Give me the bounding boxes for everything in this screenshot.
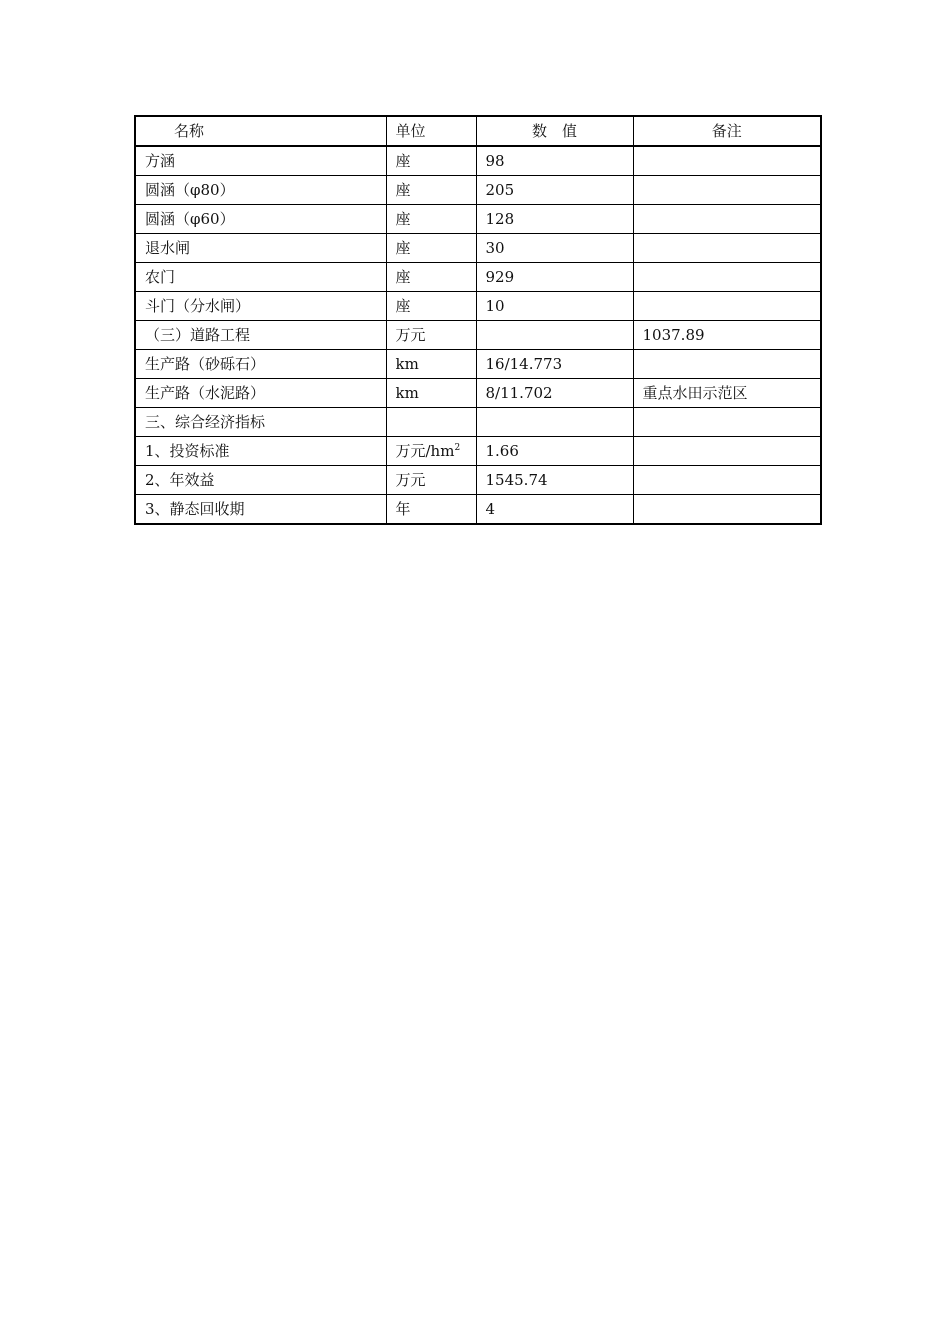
cell-unit: km bbox=[386, 350, 476, 379]
table-row bbox=[135, 350, 821, 379]
table-row bbox=[135, 263, 821, 292]
cell-unit bbox=[386, 437, 476, 466]
cell-value: 10 bbox=[476, 292, 633, 321]
cell-name: 1、投资标准 bbox=[135, 437, 386, 466]
cell-value: 30 bbox=[476, 234, 633, 263]
header-unit: 单位 bbox=[386, 116, 476, 146]
cell-value: 205 bbox=[476, 176, 633, 205]
cell-unit: 座 bbox=[386, 234, 476, 263]
cell-value bbox=[476, 321, 633, 350]
cell-name: 退水闸 bbox=[135, 234, 386, 263]
cell-name: 圆涵（φ60） bbox=[135, 205, 386, 234]
header-note: 备注 bbox=[633, 116, 821, 146]
cell-unit: 座 bbox=[386, 176, 476, 205]
cell-name: 圆涵（φ80） bbox=[135, 176, 386, 205]
cell-note bbox=[633, 466, 821, 495]
cell-note: 1037.89 bbox=[633, 321, 821, 350]
cell-unit: km bbox=[386, 379, 476, 408]
cell-value bbox=[476, 408, 633, 437]
cell-value: 8/11.702 bbox=[476, 379, 633, 408]
cell-name: （三）道路工程 bbox=[135, 321, 386, 350]
cell-note: 重点水田示范区 bbox=[633, 379, 821, 408]
cell-value: 1.66 bbox=[476, 437, 633, 466]
table-row bbox=[135, 408, 821, 437]
cell-note bbox=[633, 495, 821, 525]
cell-name: 生产路（水泥路） bbox=[135, 379, 386, 408]
cell-note bbox=[633, 234, 821, 263]
cell-note bbox=[633, 350, 821, 379]
table-row bbox=[135, 495, 821, 525]
cell-value: 929 bbox=[476, 263, 633, 292]
table-row bbox=[135, 234, 821, 263]
table-row bbox=[135, 379, 821, 408]
cell-note bbox=[633, 408, 821, 437]
table-row bbox=[135, 292, 821, 321]
cell-note bbox=[633, 205, 821, 234]
cell-value: 4 bbox=[476, 495, 633, 525]
cell-name: 方涵 bbox=[135, 146, 386, 176]
header-value: 数 值 bbox=[476, 116, 633, 146]
cell-name: 农门 bbox=[135, 263, 386, 292]
cell-value: 98 bbox=[476, 146, 633, 176]
cell-unit: 座 bbox=[386, 292, 476, 321]
cell-name: 3、静态回收期 bbox=[135, 495, 386, 525]
table-row bbox=[135, 466, 821, 495]
cell-name: 斗门（分水闸） bbox=[135, 292, 386, 321]
cell-name: 生产路（砂砾石） bbox=[135, 350, 386, 379]
cell-note bbox=[633, 263, 821, 292]
cell-value: 128 bbox=[476, 205, 633, 234]
cell-unit: 年 bbox=[386, 495, 476, 525]
cell-value: 1545.74 bbox=[476, 466, 633, 495]
table-row bbox=[135, 146, 821, 176]
cell-unit bbox=[386, 408, 476, 437]
unit-superscript: 2 bbox=[454, 443, 461, 453]
table-row bbox=[135, 205, 821, 234]
unit-text: 万元/hm bbox=[395, 442, 455, 460]
cell-value: 16/14.773 bbox=[476, 350, 633, 379]
cell-note bbox=[633, 146, 821, 176]
cell-note bbox=[633, 292, 821, 321]
cell-unit: 座 bbox=[386, 146, 476, 176]
header-name: 名称 bbox=[135, 116, 386, 146]
statistics-table bbox=[134, 115, 822, 525]
cell-unit: 座 bbox=[386, 263, 476, 292]
table-row bbox=[135, 437, 821, 466]
cell-name: 2、年效益 bbox=[135, 466, 386, 495]
table-row bbox=[135, 176, 821, 205]
table-row bbox=[135, 321, 821, 350]
cell-unit: 座 bbox=[386, 205, 476, 234]
cell-unit: 万元 bbox=[386, 466, 476, 495]
table-header-row bbox=[135, 116, 821, 146]
cell-unit: 万元 bbox=[386, 321, 476, 350]
cell-note bbox=[633, 176, 821, 205]
cell-note bbox=[633, 437, 821, 466]
cell-name: 三、综合经济指标 bbox=[135, 408, 386, 437]
